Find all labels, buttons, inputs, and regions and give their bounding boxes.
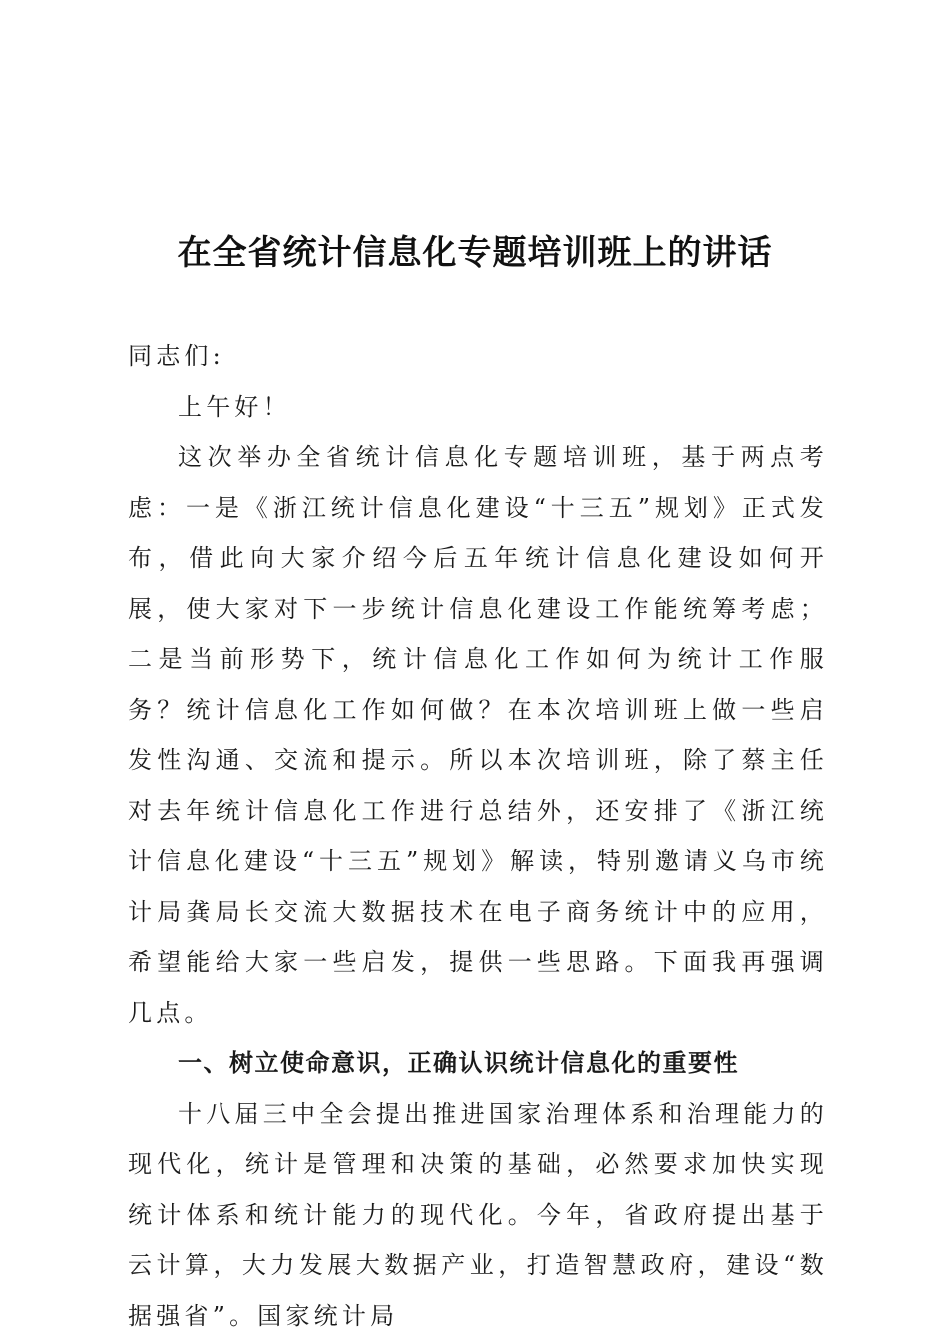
document-title: 在全省统计信息化专题培训班上的讲话 bbox=[177, 233, 773, 273]
document-body bbox=[128, 331, 828, 1341]
paragraph-intro: 这次举办全省统计信息化专题培训班，基于两点考虑：一是《浙江统计信息化建设“十三五”规划》正式发布，借此向大家介绍今后五年统计信息化建设如何开展，使大家对下一步统计信息化建设工作能统筹考虑；二是当前形势下，统计信息化工作如何为统计工作服务？统计信息化工作如何做？在本次培训班上做一些启发性沟通、交流和提示。所以本次培训班，除了蔡主任对去年统计信息化工作进行总结外，还安排了《浙江统计信息化建设“十三五”规划》解读，特别邀请义乌市统计局龚局长交流大数据技术在电子商务统计中的应用，希望能给大家一些启发，提供一些思路。下面我再强调几点。 bbox=[128, 443, 828, 1027]
salutation: 同志们: bbox=[128, 342, 225, 370]
section-heading-1: 一、树立使命意识，正确认识统计信息化的重要性 bbox=[178, 1049, 739, 1077]
greeting: 上午好！ bbox=[178, 392, 291, 421]
paragraph-section-1: 十八届三中全会提出推进国家治理体系和治理能力的现代化，统计是管理和决策的基础，必然要求加快实现统计体系和统计能力的现代化。今年，省政府提出基于云计算，大力发展大数据产业，打造智慧政府，建设“数据强省”。国家统计局 bbox=[128, 1099, 828, 1330]
